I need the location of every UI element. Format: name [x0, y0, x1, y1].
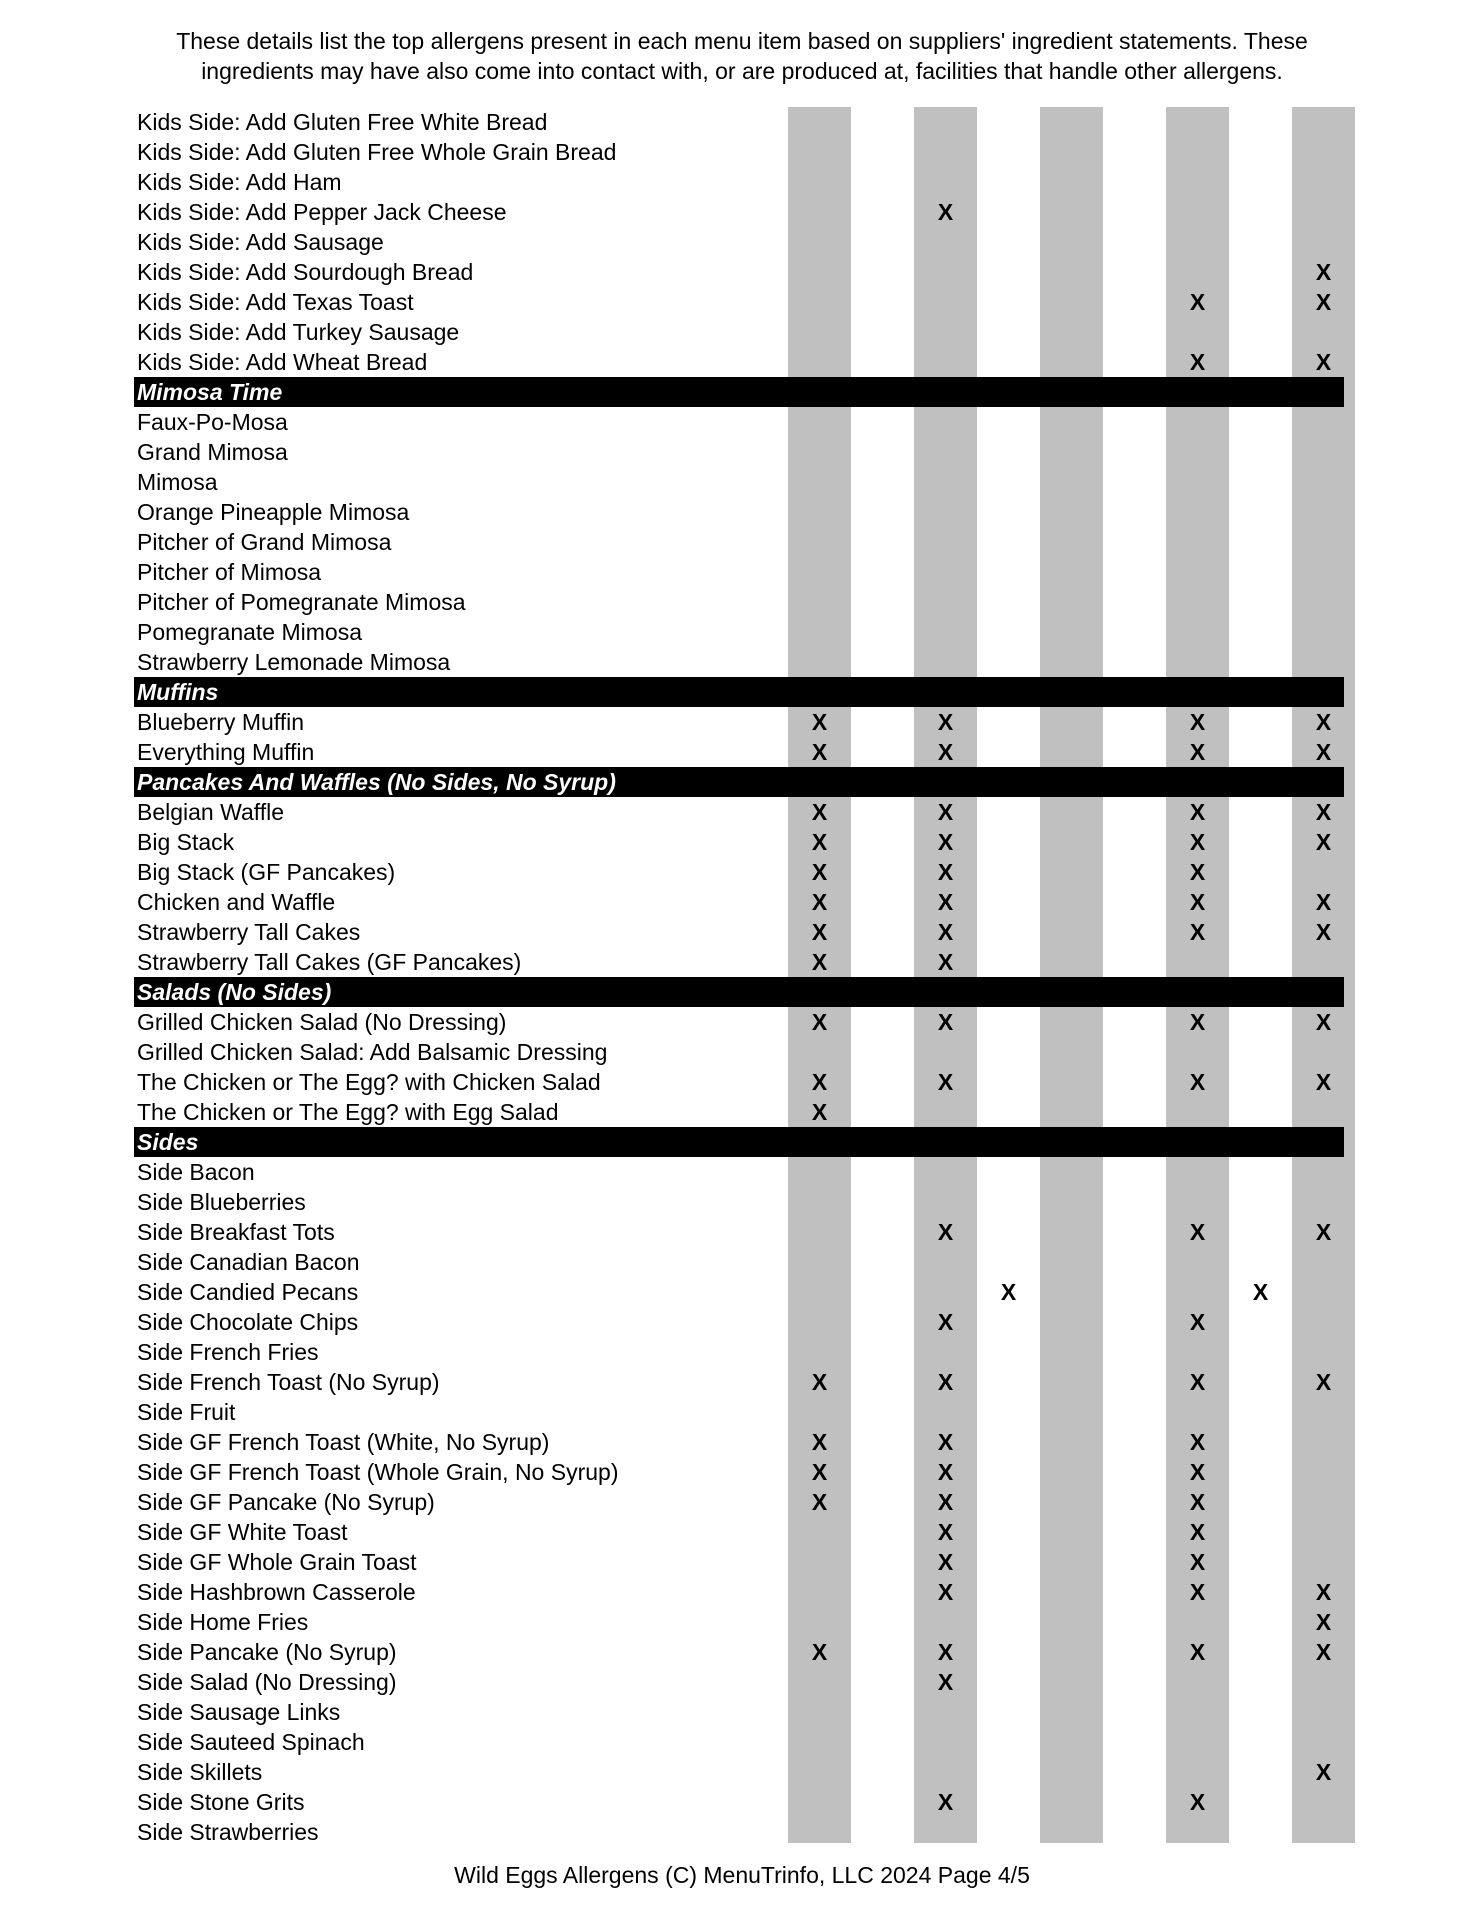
- allergen-mark: X: [937, 1579, 954, 1605]
- allergen-mark: X: [937, 1519, 954, 1545]
- menu-item-row: [134, 347, 1344, 377]
- menu-item-name: The Chicken or The Egg? with Chicken Salad: [137, 1069, 601, 1095]
- menu-item-name: Big Stack (GF Pancakes): [137, 859, 396, 885]
- menu-item-row: [134, 887, 1344, 917]
- allergen-mark: X: [937, 1069, 954, 1095]
- allergen-mark: X: [937, 709, 954, 735]
- menu-item-row: [134, 1157, 1344, 1187]
- section-heading-label: Salads (No Sides): [137, 979, 332, 1005]
- allergen-mark: X: [1189, 859, 1206, 885]
- allergen-mark: X: [1189, 1579, 1206, 1605]
- section-heading: [134, 377, 1344, 407]
- allergen-mark: X: [1189, 1009, 1206, 1035]
- allergen-mark: X: [937, 829, 954, 855]
- allergen-mark: X: [1189, 1519, 1206, 1545]
- allergen-mark: X: [1315, 1219, 1332, 1245]
- allergen-mark: X: [937, 199, 954, 225]
- allergen-mark: X: [1189, 1309, 1206, 1335]
- allergen-mark: X: [811, 919, 828, 945]
- menu-item-row: [134, 1037, 1344, 1067]
- menu-item-name: Side GF French Toast (Whole Grain, No Syrup): [137, 1459, 619, 1485]
- allergen-mark: X: [1189, 1489, 1206, 1515]
- intro-line: These details list the top allergens present in each menu item based on suppliers' ingredient statements. These: [176, 28, 1308, 54]
- allergen-mark: X: [1189, 1549, 1206, 1575]
- menu-item-name: Side Canadian Bacon: [137, 1249, 360, 1275]
- allergen-mark: X: [1315, 349, 1332, 375]
- allergen-mark: X: [811, 889, 828, 915]
- section-heading-label: Sides: [137, 1129, 199, 1155]
- allergen-mark: X: [811, 1099, 828, 1125]
- allergen-mark: X: [1315, 1609, 1332, 1635]
- menu-item-name: Everything Muffin: [137, 739, 315, 765]
- menu-item-row: [134, 1637, 1344, 1667]
- allergen-mark: X: [811, 859, 828, 885]
- menu-item-name: Side Skillets: [137, 1759, 263, 1785]
- allergen-mark: X: [1189, 289, 1206, 315]
- menu-item-name: Mimosa: [137, 469, 218, 495]
- menu-item-row: [134, 1547, 1344, 1577]
- allergen-mark: X: [937, 889, 954, 915]
- menu-item-name: Belgian Waffle: [137, 799, 285, 825]
- menu-item-name: Side Candied Pecans: [137, 1279, 359, 1305]
- menu-item-row: [134, 1577, 1344, 1607]
- section-heading: [134, 1127, 1344, 1157]
- menu-item-row: [134, 1427, 1344, 1457]
- allergen-mark: X: [1189, 1459, 1206, 1485]
- menu-item-row: [134, 827, 1344, 857]
- menu-item-row: [134, 1007, 1344, 1037]
- allergen-mark: X: [811, 1639, 828, 1665]
- menu-item-row: [134, 737, 1344, 767]
- menu-item-name: Kids Side: Add Sourdough Bread: [137, 259, 474, 285]
- allergen-mark: X: [1315, 1759, 1332, 1785]
- menu-item-row: [134, 317, 1344, 347]
- allergen-mark: X: [811, 949, 828, 975]
- allergen-mark: X: [1189, 919, 1206, 945]
- menu-item-row: [134, 257, 1344, 287]
- menu-item-name: Side GF White Toast: [137, 1519, 348, 1545]
- menu-item-name: Side Home Fries: [137, 1609, 309, 1635]
- allergen-mark: X: [937, 1459, 954, 1485]
- allergen-mark: X: [1189, 1639, 1206, 1665]
- allergen-table: [134, 107, 1344, 1843]
- menu-item-row: [134, 137, 1344, 167]
- allergen-mark: X: [937, 859, 954, 885]
- menu-item-row: [134, 107, 1344, 137]
- menu-item-name: Side Blueberries: [137, 1189, 306, 1215]
- allergen-mark: X: [937, 1429, 954, 1455]
- menu-item-name: Side Chocolate Chips: [137, 1309, 359, 1335]
- menu-item-row: [134, 197, 1344, 227]
- allergen-mark: X: [937, 949, 954, 975]
- allergen-mark: X: [1315, 1639, 1332, 1665]
- allergen-mark: X: [1315, 799, 1332, 825]
- allergen-mark: X: [1189, 739, 1206, 765]
- menu-item-name: Kids Side: Add Wheat Bread: [137, 349, 428, 375]
- allergen-mark: X: [937, 1219, 954, 1245]
- allergen-mark: X: [811, 739, 828, 765]
- menu-item-row: [134, 467, 1344, 497]
- menu-item-name: Side Strawberries: [137, 1819, 319, 1845]
- menu-item-row: [134, 557, 1344, 587]
- menu-item-row: [134, 1457, 1344, 1487]
- allergen-mark: X: [1315, 1369, 1332, 1395]
- menu-item-name: Pitcher of Grand Mimosa: [137, 529, 392, 555]
- allergen-mark: X: [937, 1309, 954, 1335]
- menu-item-name: Kids Side: Add Sausage: [137, 229, 384, 255]
- menu-item-name: Side Stone Grits: [137, 1789, 305, 1815]
- allergen-mark: X: [937, 1639, 954, 1665]
- menu-item-row: [134, 1337, 1344, 1367]
- menu-item-row: [134, 587, 1344, 617]
- menu-item-row: [134, 1247, 1344, 1277]
- menu-item-name: Strawberry Lemonade Mimosa: [137, 649, 451, 675]
- allergen-mark: X: [937, 1009, 954, 1035]
- menu-item-name: Kids Side: Add Turkey Sausage: [137, 319, 460, 345]
- allergen-mark: X: [811, 1009, 828, 1035]
- menu-item-row: [134, 1517, 1344, 1547]
- menu-item-row: [134, 1217, 1344, 1247]
- menu-item-name: Kids Side: Add Gluten Free White Bread: [137, 109, 548, 135]
- menu-item-name: Orange Pineapple Mimosa: [137, 499, 410, 525]
- allergen-mark: X: [1000, 1279, 1017, 1305]
- section-heading-label: Mimosa Time: [137, 379, 283, 405]
- menu-item-name: Side GF Pancake (No Syrup): [137, 1489, 435, 1515]
- intro-note: [110, 26, 1374, 86]
- menu-item-row: [134, 1757, 1344, 1787]
- menu-item-name: Side Pancake (No Syrup): [137, 1639, 397, 1665]
- menu-item-name: Strawberry Tall Cakes: [137, 919, 361, 945]
- menu-item-name: Pitcher of Pomegranate Mimosa: [137, 589, 466, 615]
- menu-item-name: Kids Side: Add Gluten Free Whole Grain Bread: [137, 139, 617, 165]
- menu-item-name: Side Sauteed Spinach: [137, 1729, 365, 1755]
- menu-item-row: [134, 1667, 1344, 1697]
- menu-item-row: [134, 497, 1344, 527]
- allergen-mark: X: [1189, 1219, 1206, 1245]
- menu-item-name: Side GF French Toast (White, No Syrup): [137, 1429, 550, 1455]
- allergen-mark: X: [1189, 799, 1206, 825]
- allergen-mark: X: [937, 1549, 954, 1575]
- allergen-mark: X: [1315, 1579, 1332, 1605]
- menu-item-row: [134, 1097, 1344, 1127]
- menu-item-name: Grand Mimosa: [137, 439, 288, 465]
- menu-item-name: Grilled Chicken Salad: Add Balsamic Dressing: [137, 1039, 608, 1065]
- allergen-mark: X: [1315, 289, 1332, 315]
- menu-item-row: [134, 947, 1344, 977]
- section-heading: [134, 677, 1344, 707]
- menu-item-name: Side Bacon: [137, 1159, 255, 1185]
- menu-item-row: [134, 1277, 1344, 1307]
- allergen-mark: X: [937, 1669, 954, 1695]
- allergen-mark: X: [1189, 1369, 1206, 1395]
- menu-item-row: [134, 617, 1344, 647]
- intro-line: ingredients may have also come into contact with, or are produced at, facilities that handle other allergens.: [201, 58, 1283, 84]
- allergen-mark: X: [1315, 259, 1332, 285]
- allergen-mark: X: [1315, 709, 1332, 735]
- menu-item-row: [134, 1367, 1344, 1397]
- page-footer: Wild Eggs Allergens (C) MenuTrinfo, LLC 2024 Page 4/5: [454, 1862, 1030, 1888]
- section-heading-label: Pancakes And Waffles (No Sides, No Syrup): [137, 769, 616, 795]
- menu-item-name: Pitcher of Mimosa: [137, 559, 322, 585]
- allergen-mark: X: [937, 739, 954, 765]
- menu-item-name: Side GF Whole Grain Toast: [137, 1549, 417, 1575]
- menu-item-name: Side Sausage Links: [137, 1699, 341, 1725]
- section-heading-label: Muffins: [137, 679, 219, 705]
- allergen-mark: X: [937, 1489, 954, 1515]
- allergen-mark: X: [1189, 349, 1206, 375]
- menu-item-name: Strawberry Tall Cakes (GF Pancakes): [137, 949, 522, 975]
- allergen-mark: X: [937, 919, 954, 945]
- allergen-mark: X: [811, 829, 828, 855]
- menu-item-name: Kids Side: Add Texas Toast: [137, 289, 414, 315]
- allergen-mark: X: [1315, 829, 1332, 855]
- allergen-mark: X: [937, 799, 954, 825]
- allergen-mark: X: [811, 1489, 828, 1515]
- allergen-mark: X: [1315, 1009, 1332, 1035]
- allergen-mark: X: [811, 1069, 828, 1095]
- menu-item-name: Kids Side: Add Ham: [137, 169, 342, 195]
- menu-item-row: [134, 1307, 1344, 1337]
- menu-item-row: [134, 527, 1344, 557]
- allergen-mark: X: [811, 1369, 828, 1395]
- menu-item-name: Side Breakfast Tots: [137, 1219, 335, 1245]
- menu-item-name: Blueberry Muffin: [137, 709, 305, 735]
- allergen-mark: X: [811, 799, 828, 825]
- menu-item-row: [134, 707, 1344, 737]
- allergen-mark: X: [1189, 889, 1206, 915]
- menu-item-name: Pomegranate Mimosa: [137, 619, 362, 645]
- menu-item-row: [134, 1817, 1344, 1847]
- menu-item-name: Side Fruit: [137, 1399, 236, 1425]
- allergen-mark: X: [1189, 1069, 1206, 1095]
- menu-item-row: [134, 1067, 1344, 1097]
- menu-item-row: [134, 1727, 1344, 1757]
- allergen-mark: X: [937, 1789, 954, 1815]
- allergen-mark: X: [811, 709, 828, 735]
- menu-item-name: The Chicken or The Egg? with Egg Salad: [137, 1099, 559, 1125]
- allergen-mark: X: [1189, 1789, 1206, 1815]
- allergen-mark: X: [1315, 919, 1332, 945]
- menu-item-name: Grilled Chicken Salad (No Dressing): [137, 1009, 507, 1035]
- section-heading: [134, 767, 1344, 797]
- menu-item-row: [134, 1787, 1344, 1817]
- menu-item-row: [134, 287, 1344, 317]
- menu-item-row: [134, 797, 1344, 827]
- menu-item-name: Side French Toast (No Syrup): [137, 1369, 440, 1395]
- allergen-mark: X: [1189, 709, 1206, 735]
- menu-item-name: Big Stack: [137, 829, 235, 855]
- allergen-mark: X: [1315, 739, 1332, 765]
- menu-item-row: [134, 1487, 1344, 1517]
- menu-item-row: [134, 227, 1344, 257]
- menu-item-row: [134, 407, 1344, 437]
- menu-item-name: Kids Side: Add Pepper Jack Cheese: [137, 199, 507, 225]
- menu-item-row: [134, 1187, 1344, 1217]
- menu-item-row: [134, 857, 1344, 887]
- menu-item-name: Side Hashbrown Casserole: [137, 1579, 416, 1605]
- menu-item-name: Side French Fries: [137, 1339, 319, 1365]
- allergen-mark: X: [811, 1429, 828, 1455]
- menu-item-row: [134, 1397, 1344, 1427]
- menu-item-row: [134, 1697, 1344, 1727]
- allergen-mark: X: [1189, 829, 1206, 855]
- menu-item-row: [134, 167, 1344, 197]
- menu-item-name: Side Salad (No Dressing): [137, 1669, 397, 1695]
- menu-item-row: [134, 917, 1344, 947]
- menu-item-name: Faux-Po-Mosa: [137, 409, 288, 435]
- allergen-mark: X: [937, 1369, 954, 1395]
- menu-item-row: [134, 437, 1344, 467]
- menu-item-row: [134, 647, 1344, 677]
- menu-item-name: Chicken and Waffle: [137, 889, 336, 915]
- allergen-mark: X: [1189, 1429, 1206, 1455]
- allergen-mark: X: [1252, 1279, 1269, 1305]
- allergen-mark: X: [1315, 889, 1332, 915]
- allergen-mark: X: [1315, 1069, 1332, 1095]
- section-heading: [134, 977, 1344, 1007]
- menu-item-row: [134, 1607, 1344, 1637]
- allergen-mark: X: [811, 1459, 828, 1485]
